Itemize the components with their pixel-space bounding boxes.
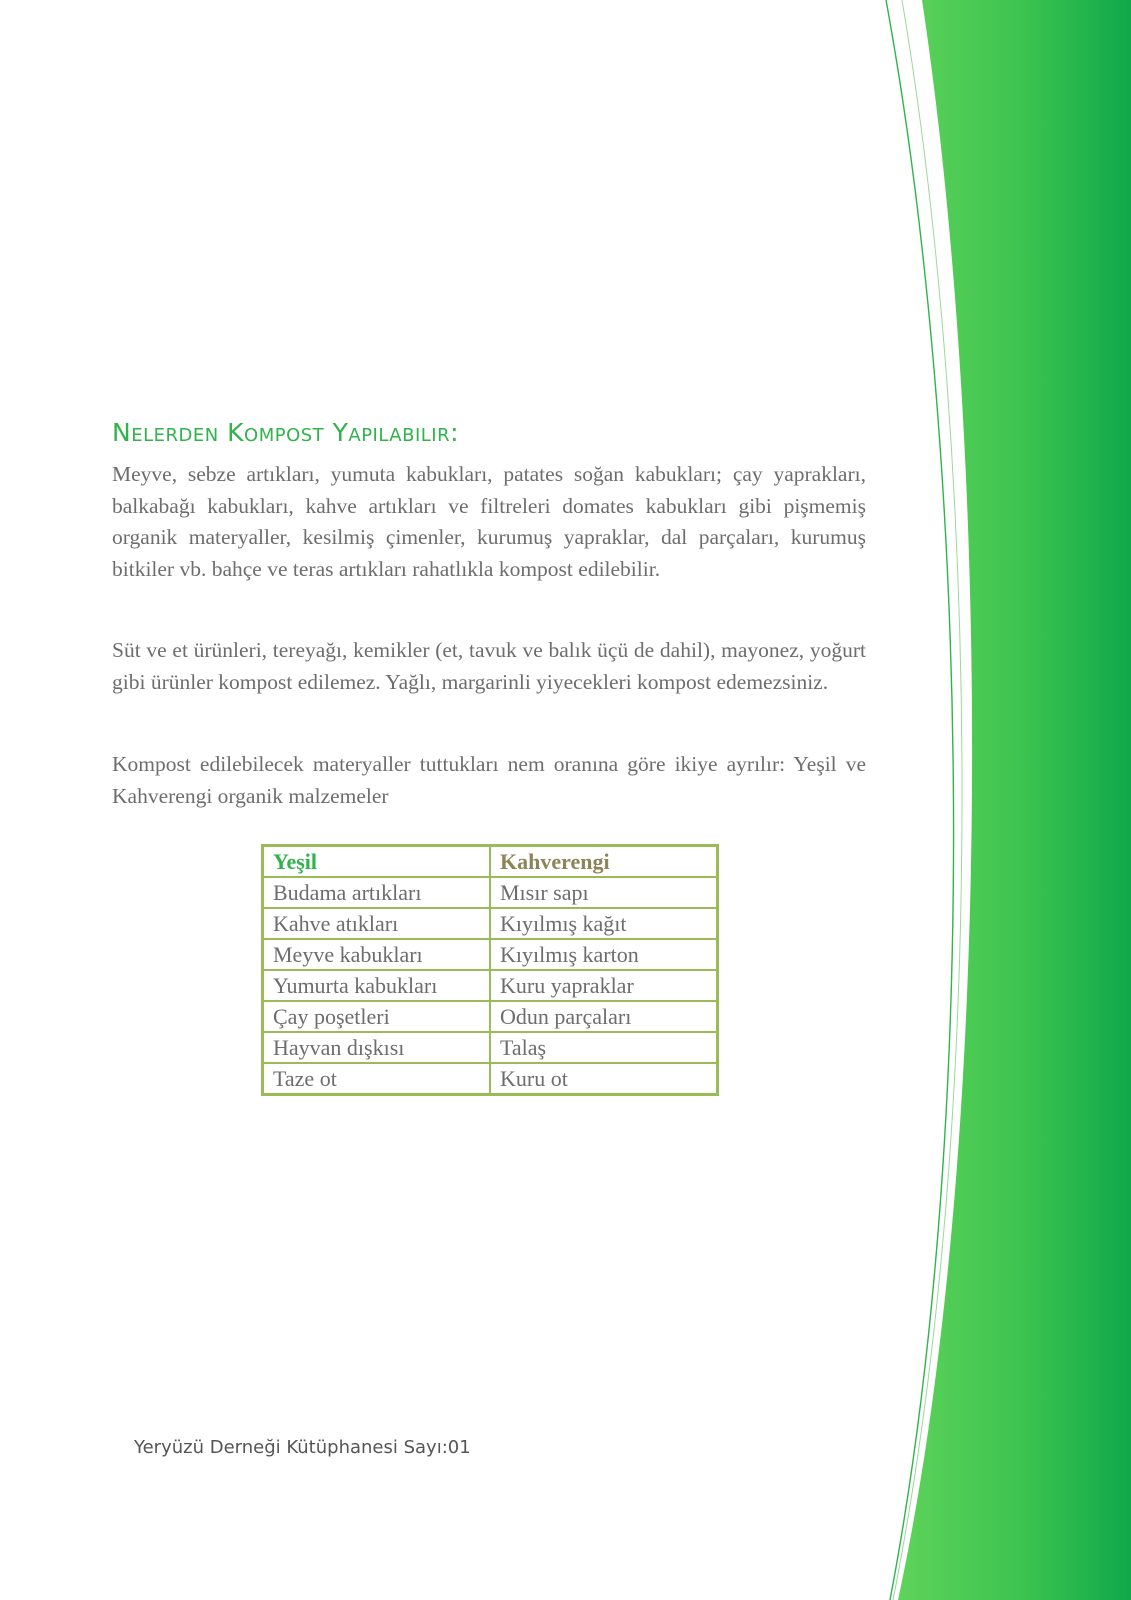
brown-material-cell: Kıyılmış kağıt (490, 908, 718, 939)
table-row (263, 908, 718, 939)
green-material-cell: Budama artıkları (263, 877, 491, 908)
table-row (263, 970, 718, 1001)
green-material-cell: Çay poşetleri (263, 1001, 491, 1032)
page-footer: Yeryüzü Derneği Kütüphanesi Sayı:01 (134, 1437, 471, 1458)
brown-material-cell: Kıyılmış karton (490, 939, 718, 970)
brown-material-cell: Kuru yapraklar (490, 970, 718, 1001)
paragraph-not-compostable: Süt ve et ürünleri, tereyağı, kemikler (et, tavuk ve balık üçü de dahil), mayonez, yoğurt gibi ürünler kompost edilemez. Yağlı, margarinli yiyecekleri kompost edemezsiniz. (112, 638, 866, 694)
table-header-row (263, 846, 718, 878)
brown-material-cell: Talaş (490, 1032, 718, 1063)
green-column-header: Yeşil (263, 846, 491, 878)
table-row (263, 1063, 718, 1095)
green-material-cell: Kahve atıkları (263, 908, 491, 939)
green-material-cell: Yumurta kabukları (263, 970, 491, 1001)
green-material-cell: Taze ot (263, 1063, 491, 1095)
brown-material-cell: Mısır sapı (490, 877, 718, 908)
green-material-cell: Meyve kabukları (263, 939, 491, 970)
green-material-cell: Hayvan dışkısı (263, 1032, 491, 1063)
brown-column-header: Kahverengi (490, 846, 718, 878)
paragraph-compostable: Meyve, sebze artıkları, yumuta kabukları, patates soğan kabukları; çay yaprakları, balkabağı kabukları, kahve artıkları ve filtreleri domates kabukları gibi pişmemiş organik materyaller, kesilmiş çimenler, kurumuş yapraklar, dal parçaları, kurumuş bitkiler vb. bahçe ve teras artıkları rahatlıkla kompost edilebilir. (112, 462, 866, 581)
paragraph-material-types: Kompost edilebilecek materyaller tuttukları nem oranına göre ikiye ayrılır: Yeşil ve Kahverengi organik malzemeler (112, 752, 866, 808)
section-heading: Nelerden Kompost Yapılabilir: (112, 418, 460, 447)
table-row (263, 939, 718, 970)
table-row (263, 1001, 718, 1032)
table-row (263, 1032, 718, 1063)
brown-material-cell: Kuru ot (490, 1063, 718, 1095)
brown-material-cell: Odun parçaları (490, 1001, 718, 1032)
table-row (263, 877, 718, 908)
materials-table (261, 844, 719, 1096)
